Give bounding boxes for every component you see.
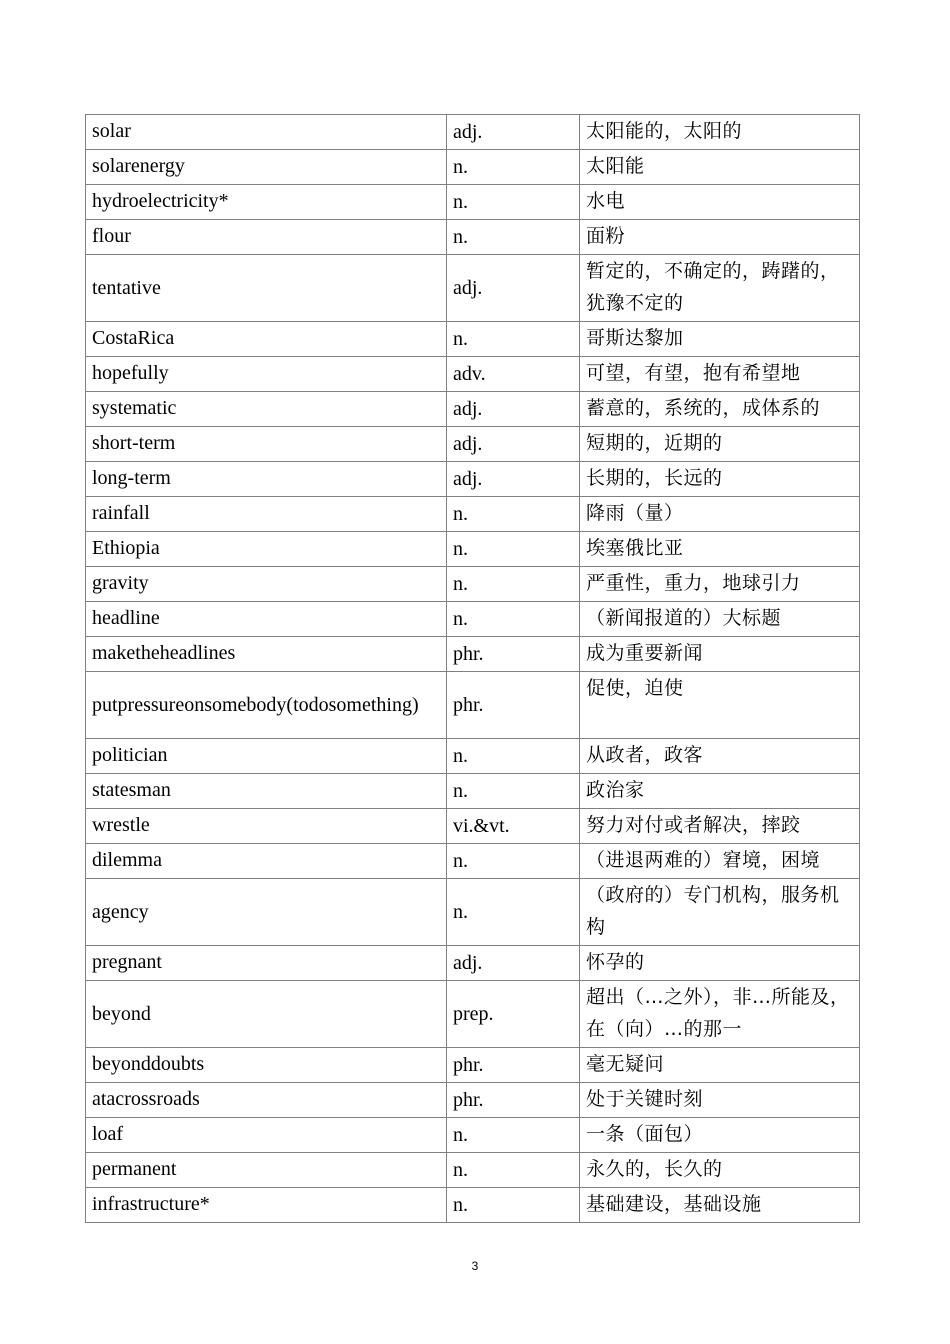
part-of-speech-cell-text: phr. [453, 1054, 484, 1076]
part-of-speech-cell [447, 322, 580, 357]
meaning-cell [580, 1188, 860, 1223]
part-of-speech-cell-text: n. [453, 538, 468, 560]
word-cell [86, 672, 447, 739]
table-row [86, 462, 860, 497]
part-of-speech-cell-text: n. [453, 226, 468, 248]
word-cell [86, 357, 447, 392]
part-of-speech-cell-text: n. [453, 901, 468, 923]
meaning-cell [580, 322, 860, 357]
table-row [86, 1118, 860, 1153]
meaning-cell-text: 处于关键时刻 [586, 1088, 704, 1110]
word-cell [86, 637, 447, 672]
word-cell-text: dilemma [92, 849, 162, 871]
meaning-cell-text: 政治家 [586, 779, 645, 801]
word-cell [86, 1118, 447, 1153]
part-of-speech-cell [447, 946, 580, 981]
part-of-speech-cell-text: adj. [453, 398, 483, 420]
word-cell [86, 532, 447, 567]
part-of-speech-cell [447, 357, 580, 392]
word-cell-text: atacrossroads [92, 1088, 200, 1110]
table-row [86, 981, 860, 1048]
word-cell [86, 462, 447, 497]
part-of-speech-cell-text: adj. [453, 433, 483, 455]
meaning-cell [580, 150, 860, 185]
part-of-speech-cell-text: n. [453, 573, 468, 595]
meaning-cell-text: 毫无疑问 [586, 1053, 665, 1075]
part-of-speech-cell-text: phr. [453, 643, 484, 665]
table-row [86, 844, 860, 879]
part-of-speech-cell [447, 1153, 580, 1188]
meaning-cell-text: （新闻报道的）大标题 [586, 607, 782, 629]
word-cell [86, 602, 447, 637]
meaning-cell [580, 672, 860, 739]
word-cell-text: wrestle [92, 814, 150, 836]
meaning-cell-text: 一条（面包） [586, 1123, 704, 1145]
word-cell-text: maketheheadlines [92, 642, 236, 664]
word-cell [86, 1048, 447, 1083]
part-of-speech-cell [447, 879, 580, 946]
part-of-speech-cell [447, 462, 580, 497]
meaning-cell-text: 怀孕的 [586, 951, 645, 973]
part-of-speech-cell [447, 672, 580, 739]
part-of-speech-cell [447, 392, 580, 427]
word-cell-text: headline [92, 607, 160, 629]
part-of-speech-cell [447, 809, 580, 844]
meaning-cell [580, 532, 860, 567]
part-of-speech-cell-text: prep. [453, 1003, 494, 1025]
meaning-cell [580, 946, 860, 981]
part-of-speech-cell [447, 567, 580, 602]
meaning-cell [580, 392, 860, 427]
word-cell [86, 567, 447, 602]
table-row [86, 185, 860, 220]
part-of-speech-cell [447, 844, 580, 879]
table-row [86, 115, 860, 150]
word-cell [86, 774, 447, 809]
word-cell-text: putpressureonsomebody(todosomething) [92, 694, 419, 716]
meaning-cell-text: 埃塞俄比亚 [586, 537, 684, 559]
table-row [86, 1188, 860, 1223]
part-of-speech-cell-text: n. [453, 156, 468, 178]
meaning-cell-text: 成为重要新闻 [586, 642, 704, 664]
word-cell-text: flour [92, 225, 131, 247]
word-cell-text: CostaRica [92, 327, 175, 349]
meaning-cell-text: 短期的，近期的 [586, 432, 723, 454]
table-row [86, 774, 860, 809]
meaning-cell [580, 774, 860, 809]
meaning-cell-text: 基础建设，基础设施 [586, 1193, 762, 1215]
part-of-speech-cell [447, 115, 580, 150]
word-cell-text: rainfall [92, 502, 150, 524]
word-cell-text: politician [92, 744, 168, 766]
part-of-speech-cell-text: adj. [453, 468, 483, 490]
meaning-cell-text: 可望，有望，抱有希望地 [586, 362, 801, 384]
meaning-cell [580, 1048, 860, 1083]
part-of-speech-cell-text: n. [453, 503, 468, 525]
word-cell-text: Ethiopia [92, 537, 160, 559]
word-cell [86, 981, 447, 1048]
word-cell [86, 255, 447, 322]
meaning-cell-text: （政府的）专门机构，服务机构 [586, 884, 840, 938]
meaning-cell-text: 从政者，政客 [586, 744, 704, 766]
word-cell-text: gravity [92, 572, 149, 594]
word-cell [86, 879, 447, 946]
table-row [86, 602, 860, 637]
table-row [86, 946, 860, 981]
table-row [86, 739, 860, 774]
meaning-cell-text: 努力对付或者解决，摔跤 [586, 814, 801, 836]
meaning-cell-text: 降雨（量） [586, 502, 684, 524]
meaning-cell-text: 暂定的，不确定的，踌躇的，犹豫不定的 [586, 260, 840, 314]
word-cell [86, 1153, 447, 1188]
word-cell-text: beyond [92, 1003, 151, 1025]
meaning-cell [580, 220, 860, 255]
meaning-cell [580, 981, 860, 1048]
meaning-cell-text: 哥斯达黎加 [586, 327, 684, 349]
word-cell-text: hydroelectricity* [92, 190, 229, 212]
part-of-speech-cell [447, 1048, 580, 1083]
part-of-speech-cell [447, 150, 580, 185]
part-of-speech-cell [447, 602, 580, 637]
table-row [86, 1153, 860, 1188]
vocabulary-table-body [86, 115, 860, 1223]
meaning-cell [580, 637, 860, 672]
part-of-speech-cell-text: n. [453, 191, 468, 213]
word-cell-text: pregnant [92, 951, 162, 973]
part-of-speech-cell [447, 220, 580, 255]
part-of-speech-cell [447, 774, 580, 809]
meaning-cell [580, 809, 860, 844]
part-of-speech-cell [447, 497, 580, 532]
meaning-cell-text: 面粉 [586, 225, 626, 247]
part-of-speech-cell-text: adj. [453, 121, 483, 143]
meaning-cell-text: 永久的，长久的 [586, 1158, 723, 1180]
word-cell [86, 1083, 447, 1118]
part-of-speech-cell [447, 427, 580, 462]
table-row [86, 150, 860, 185]
word-cell-text: statesman [92, 779, 171, 801]
part-of-speech-cell-text: n. [453, 1194, 468, 1216]
part-of-speech-cell [447, 1118, 580, 1153]
meaning-cell [580, 844, 860, 879]
part-of-speech-cell-text: n. [453, 328, 468, 350]
meaning-cell [580, 462, 860, 497]
word-cell [86, 220, 447, 255]
table-row [86, 392, 860, 427]
table-row [86, 672, 860, 739]
word-cell-text: loaf [92, 1123, 124, 1145]
word-cell-text: short-term [92, 432, 176, 454]
part-of-speech-cell [447, 739, 580, 774]
meaning-cell [580, 255, 860, 322]
table-row [86, 1048, 860, 1083]
part-of-speech-cell [447, 532, 580, 567]
part-of-speech-cell-text: n. [453, 850, 468, 872]
meaning-cell [580, 357, 860, 392]
part-of-speech-cell-text: vi.&vt. [453, 815, 510, 837]
table-row [86, 637, 860, 672]
word-cell-text: solar [92, 120, 131, 142]
word-cell [86, 150, 447, 185]
table-row [86, 532, 860, 567]
meaning-cell [580, 602, 860, 637]
word-cell [86, 739, 447, 774]
word-cell-text: agency [92, 901, 149, 923]
word-cell [86, 497, 447, 532]
word-cell [86, 1188, 447, 1223]
part-of-speech-cell [447, 981, 580, 1048]
word-cell [86, 844, 447, 879]
table-row [86, 1083, 860, 1118]
meaning-cell-text: 长期的，长远的 [586, 467, 723, 489]
meaning-cell [580, 1153, 860, 1188]
table-row [86, 809, 860, 844]
part-of-speech-cell [447, 1083, 580, 1118]
vocabulary-table [85, 114, 860, 1223]
meaning-cell [580, 497, 860, 532]
meaning-cell [580, 567, 860, 602]
table-row [86, 255, 860, 322]
meaning-cell-text: 太阳能的，太阳的 [586, 120, 743, 142]
word-cell-text: tentative [92, 277, 161, 299]
meaning-cell [580, 185, 860, 220]
word-cell [86, 392, 447, 427]
word-cell [86, 427, 447, 462]
meaning-cell-text: 水电 [586, 190, 626, 212]
word-cell [86, 185, 447, 220]
page-number: 3 [471, 1259, 479, 1273]
meaning-cell-text: （进退两难的）窘境，困境 [586, 849, 821, 871]
meaning-cell [580, 115, 860, 150]
part-of-speech-cell-text: n. [453, 1124, 468, 1146]
word-cell-text: long-term [92, 467, 171, 489]
word-cell-text: permanent [92, 1158, 177, 1180]
part-of-speech-cell-text: adv. [453, 363, 486, 385]
word-cell [86, 115, 447, 150]
part-of-speech-cell [447, 637, 580, 672]
word-cell-text: solarenergy [92, 155, 185, 177]
table-row [86, 322, 860, 357]
word-cell-text: beyonddoubts [92, 1053, 205, 1075]
part-of-speech-cell [447, 255, 580, 322]
table-row [86, 220, 860, 255]
part-of-speech-cell [447, 1188, 580, 1223]
part-of-speech-cell-text: phr. [453, 1089, 484, 1111]
meaning-cell [580, 1083, 860, 1118]
meaning-cell-text: 蓄意的，系统的，成体系的 [586, 397, 821, 419]
word-cell-text: hopefully [92, 362, 169, 384]
part-of-speech-cell-text: adj. [453, 277, 483, 299]
word-cell [86, 809, 447, 844]
table-row [86, 427, 860, 462]
part-of-speech-cell-text: n. [453, 608, 468, 630]
table-row [86, 357, 860, 392]
meaning-cell [580, 427, 860, 462]
part-of-speech-cell-text: phr. [453, 694, 484, 716]
table-row [86, 497, 860, 532]
word-cell [86, 322, 447, 357]
table-row [86, 567, 860, 602]
word-cell [86, 946, 447, 981]
part-of-speech-cell [447, 185, 580, 220]
word-cell-text: systematic [92, 397, 177, 419]
part-of-speech-cell-text: n. [453, 1159, 468, 1181]
part-of-speech-cell-text: n. [453, 780, 468, 802]
meaning-cell [580, 1118, 860, 1153]
meaning-cell [580, 739, 860, 774]
part-of-speech-cell-text: adj. [453, 952, 483, 974]
table-row [86, 879, 860, 946]
word-cell-text: infrastructure* [92, 1193, 210, 1215]
part-of-speech-cell-text: n. [453, 745, 468, 767]
meaning-cell-text: 超出（…之外），非…所能及，在（向）…的那一 [586, 986, 850, 1040]
meaning-cell-text: 严重性，重力，地球引力 [586, 572, 801, 594]
meaning-cell-text: 促使，迫使 [586, 677, 684, 699]
meaning-cell-text: 太阳能 [586, 155, 645, 177]
meaning-cell [580, 879, 860, 946]
